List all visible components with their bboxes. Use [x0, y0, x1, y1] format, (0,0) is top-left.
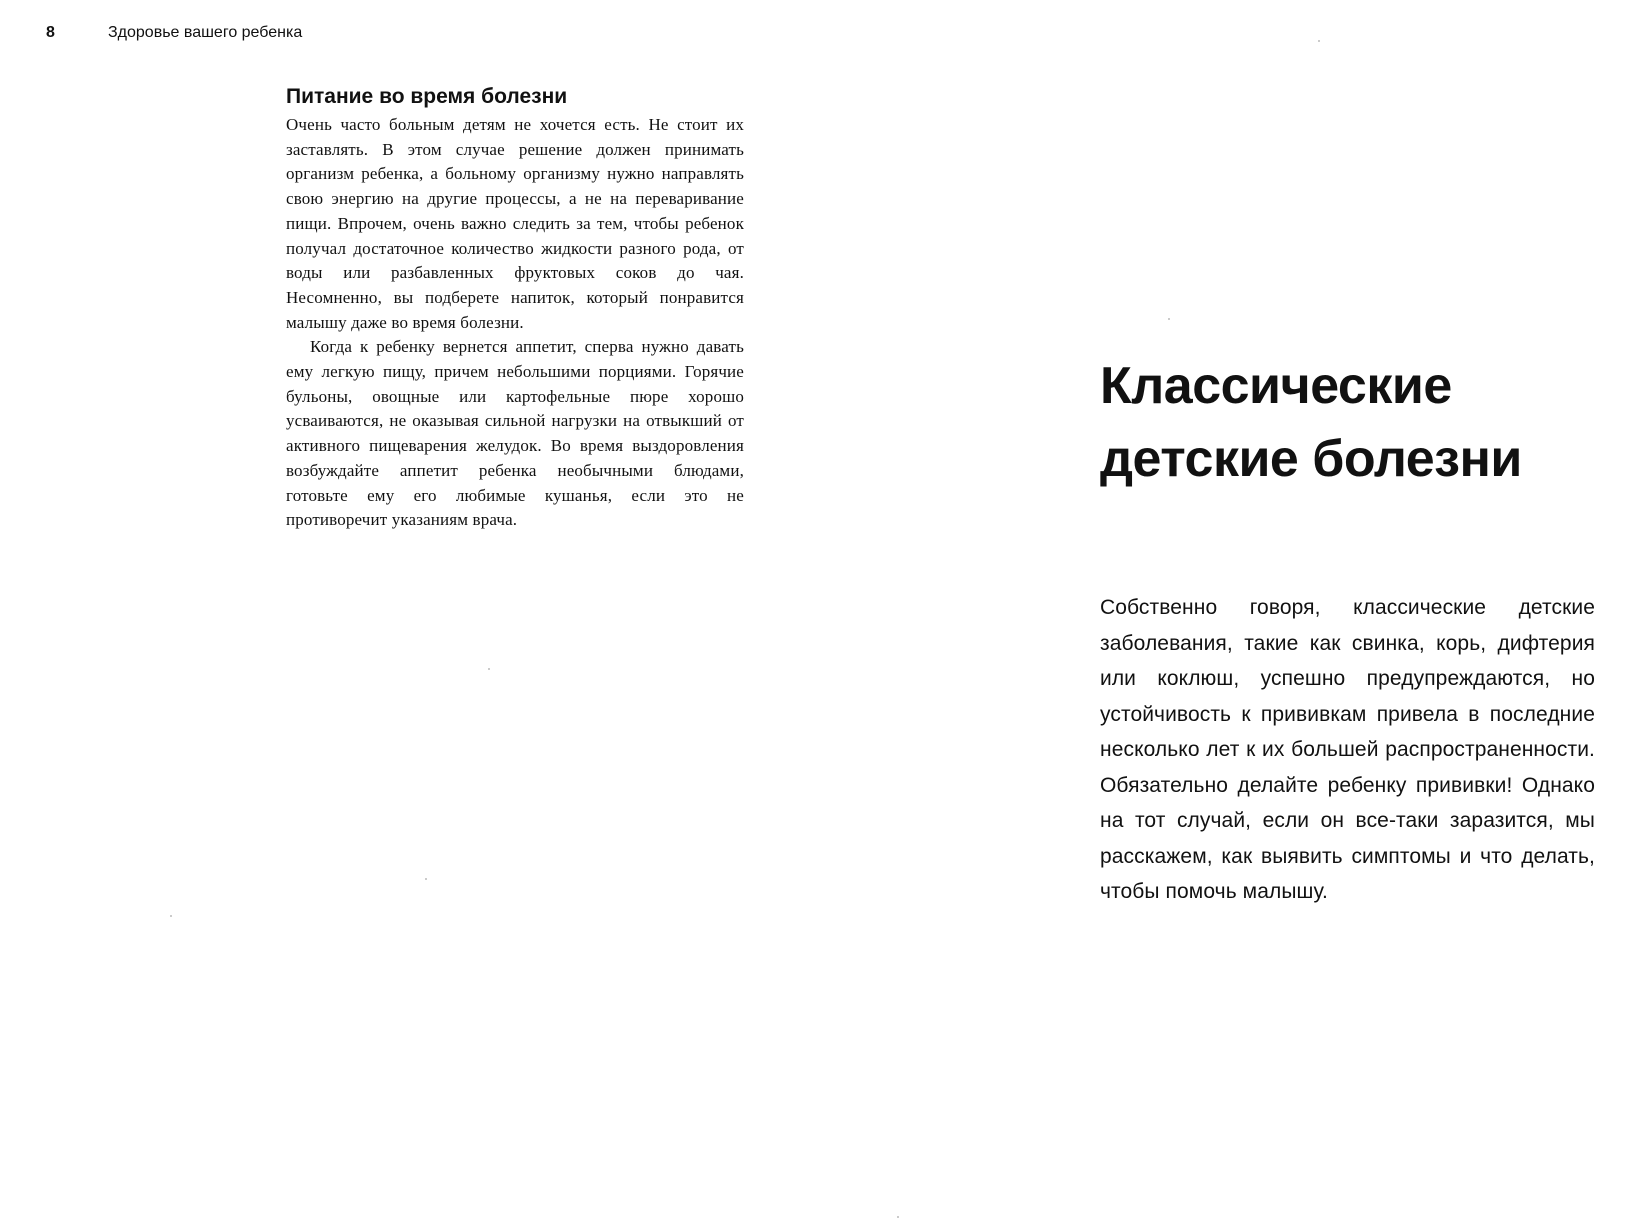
scan-speck [1318, 40, 1320, 42]
scan-speck [425, 878, 427, 880]
running-head: Здоровье вашего ребенка [108, 24, 303, 41]
scan-speck [897, 1216, 899, 1218]
chapter-intro: Собственно говоря, классические детские заболевания, такие как свинка, корь, дифтерия или коклюш, успешно предупреждаются, но устойчивость к прививкам привела в последние несколько лет к их большей распространенности. Обязательно делайте ребенку прививки! Однако на тот случай, если он все-таки заразится, мы расскажем, как выявить симптомы и что делать, чтобы помочь малышу. [1100, 596, 1595, 903]
chapter-title-line-1: Классические [1100, 357, 1452, 415]
page-header [46, 24, 302, 48]
scan-speck [170, 915, 172, 917]
body-paragraph-2: Когда к ребенку вернется аппетит, сперва нужно давать ему легкую пищу, причем небольшими порциями. Горячие бульоны, овощные или картофельные пюре хорошо усваиваются, не оказывая сильной нагрузки на отвыкший от активного пищеварения желудок. Во время выздоровления возбуждайте аппетит ребенка необычными блюдами, готовьте ему его любимые кушанья, если это не противоречит указаниям врача. [286, 337, 744, 530]
section-heading: Питание во время болезни [286, 85, 568, 108]
page-number: 8 [46, 24, 55, 41]
chapter-title-block [1100, 350, 1600, 496]
scan-speck [488, 668, 490, 670]
chapter-title-line-2: детские болезни [1100, 430, 1522, 488]
scan-speck [1168, 318, 1170, 320]
body-paragraph-1: Очень часто больным детям не хочется есть. Не стоит их заставлять. В этом случае решение должен принимать организм ребенка, а больному организму нужно направлять свою энергию на другие процессы, а не на переваривание пищи. Впрочем, очень важно следить за тем, чтобы ребенок получал достаточное количество жидкости разного рода, от воды или разбавленных фруктовых соков до чая. Несомненно, вы подберете напиток, который понравится малышу даже во время болезни. [286, 115, 744, 332]
chapter-title [1100, 350, 1600, 496]
left-page-column [286, 84, 744, 533]
